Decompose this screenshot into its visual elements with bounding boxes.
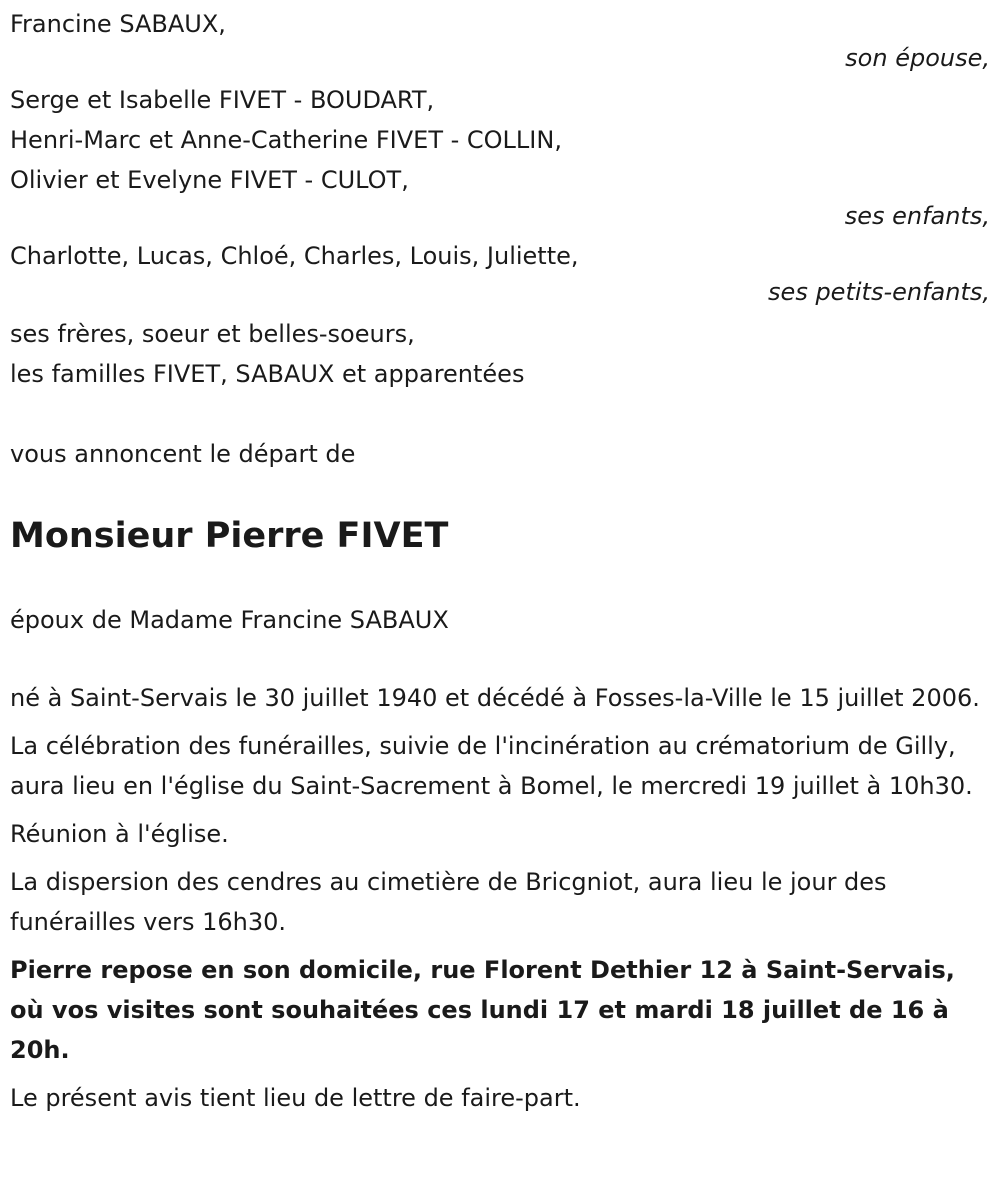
relatives-line: ses frères, soeur et belles-soeurs, [10,320,415,348]
grandchildren-role: ses petits-enfants, [768,278,990,306]
spouse-name: Francine SABAUX, [10,10,226,38]
child-line: Serge et Isabelle FIVET - BOUDART, [10,86,435,114]
children-list [10,80,990,200]
grandchildren-names: Charlotte, Lucas, Chloé, Charles, Louis, Juliette, [10,242,579,270]
relatives-line: les familles FIVET, SABAUX et apparentées [10,360,525,388]
meeting-paragraph: Réunion à l'église. [10,820,229,848]
child-line: Olivier et Evelyne FIVET - CULOT, [10,166,409,194]
spouse-of-line: époux de Madame Francine SABAUX [10,606,449,634]
children-role: ses enfants, [844,202,990,230]
announcement-text: vous annoncent le départ de [10,440,356,468]
spouse-role: son épouse, [845,44,990,72]
other-relatives [10,314,990,394]
notice-paragraph: Le présent avis tient lieu de lettre de faire-part. [10,1084,581,1112]
ashes-paragraph: La dispersion des cendres au cimetière de Bricgniot, aura lieu le jour des funérailles vers 16h30. [10,868,887,936]
ceremony-paragraph: La célébration des funérailles, suivie de l'incinération au crématorium de Gilly, aura lieu en l'église du Saint-Sacrement à Bomel, le mercredi 19 juillet à 10h30. [10,732,973,800]
deceased-name: Monsieur Pierre FIVET [10,516,449,556]
child-line: Henri-Marc et Anne-Catherine FIVET - COLLIN, [10,126,562,154]
visits-paragraph: Pierre repose en son domicile, rue Florent Dethier 12 à Saint-Servais, où vos visites sont souhaitées ces lundi 17 et mardi 18 juillet de 16 à 20h. [10,956,955,1064]
birth-death-paragraph: né à Saint-Servais le 30 juillet 1940 et décédé à Fosses-la-Ville le 15 juillet 2006. [10,684,980,712]
